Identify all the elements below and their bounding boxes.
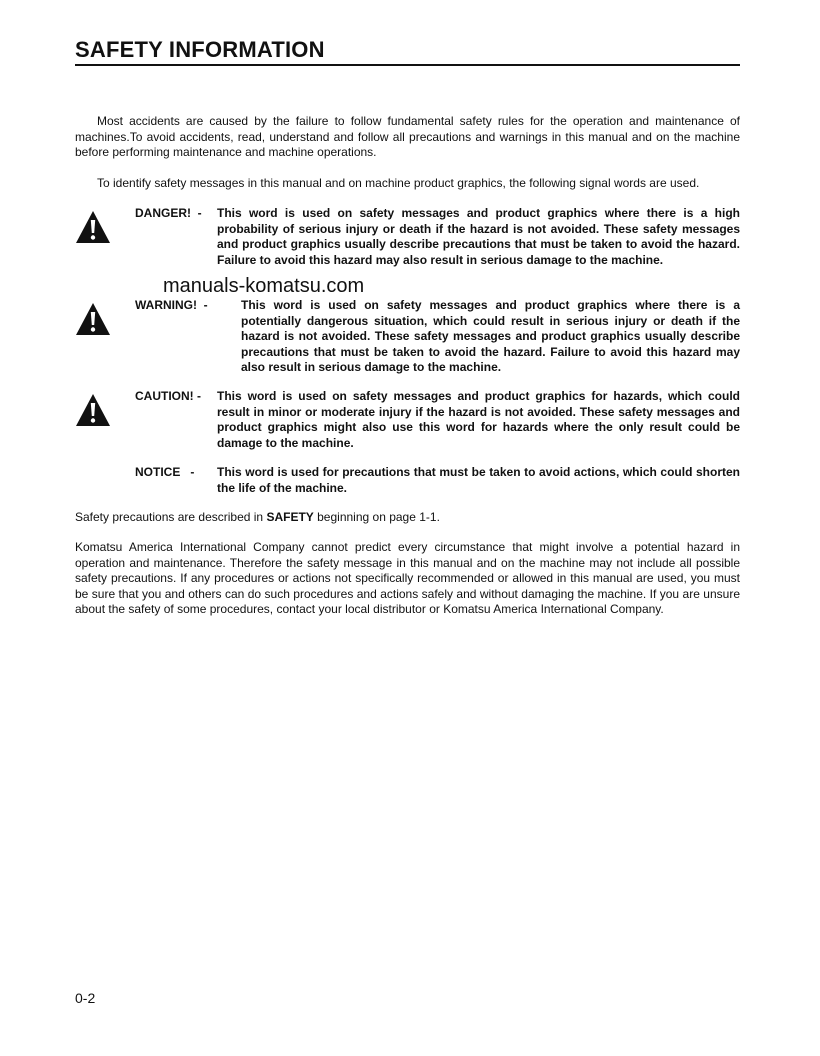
signal-word-description: This word is used on safety messages and product graphics where there is a potentially dangerous situation, which could result in serious injury or death if the hazard is not avoided. These safety messages and product graphics usually describe precautions that must be taken to avoid the hazard. Failure to avoid this hazard may also result in serious damage to the machine. xyxy=(241,298,740,374)
signal-word-description: This word is used on safety messages and product graphics for hazards, which could result in minor or moderate injury if the hazard is not avoided. These safety messages and product graphics might also use this word for hazards where the only result could be damage to the machine. xyxy=(217,389,740,450)
signal-word-label: CAUTION! - xyxy=(135,389,202,403)
signal-entry-warning xyxy=(75,298,740,378)
signal-word-label: WARNING! - xyxy=(135,298,208,312)
signal-word-label: DANGER! - xyxy=(135,206,202,220)
intro-paragraph: Most accidents are caused by the failure to follow fundamental safety rules for the operation and maintenance of machines.To avoid accidents, read, understand and follow all precautions and warnings in this manual and on the machine before performing maintenance and machine operations. xyxy=(75,114,740,159)
signal-entry-notice xyxy=(75,465,740,497)
page-title: SAFETY INFORMATION xyxy=(75,37,325,62)
watermark-text: manuals-komatsu.com xyxy=(163,275,365,297)
signal-word-description: This word is used for precautions that must be taken to avoid actions, which could shorten the life of the machine. xyxy=(217,465,740,495)
warning-triangle-icon xyxy=(75,393,111,427)
signal-intro-paragraph: To identify safety messages in this manual and on machine product graphics, the following signal words are used. xyxy=(97,176,700,190)
signal-word-label: NOTICE - xyxy=(135,465,195,479)
title-underline xyxy=(75,64,740,66)
warning-triangle-icon xyxy=(75,302,111,336)
precautions-paragraph: Safety precautions are described in SAFETY beginning on page 1-1. xyxy=(75,510,440,524)
signal-word-description: This word is used on safety messages and product graphics where there is a high probability of serious injury or death if the hazard is not avoided. These safety messages and product graphics usually describe precautions that must be taken to avoid the hazard. Failure to avoid this hazard may also result in serious damage to the machine. xyxy=(217,206,740,267)
warning-triangle-icon xyxy=(75,210,111,244)
signal-entry-caution xyxy=(75,389,740,453)
disclaimer-paragraph: Komatsu America International Company cannot predict every circumstance that might involve a potential hazard in operation and maintenance. Therefore the safety message in this manual and on the machine may not include all possible safety precautions. If any procedures or actions not specifically recommended or allowed in this manual are used, you must be sure that you and others can do such procedures and actions safely and without damaging the machine. If you are unsure about the safety of some procedures, contact your local distributor or Komatsu America International Company. xyxy=(75,540,740,616)
page-number: 0-2 xyxy=(75,990,96,1006)
